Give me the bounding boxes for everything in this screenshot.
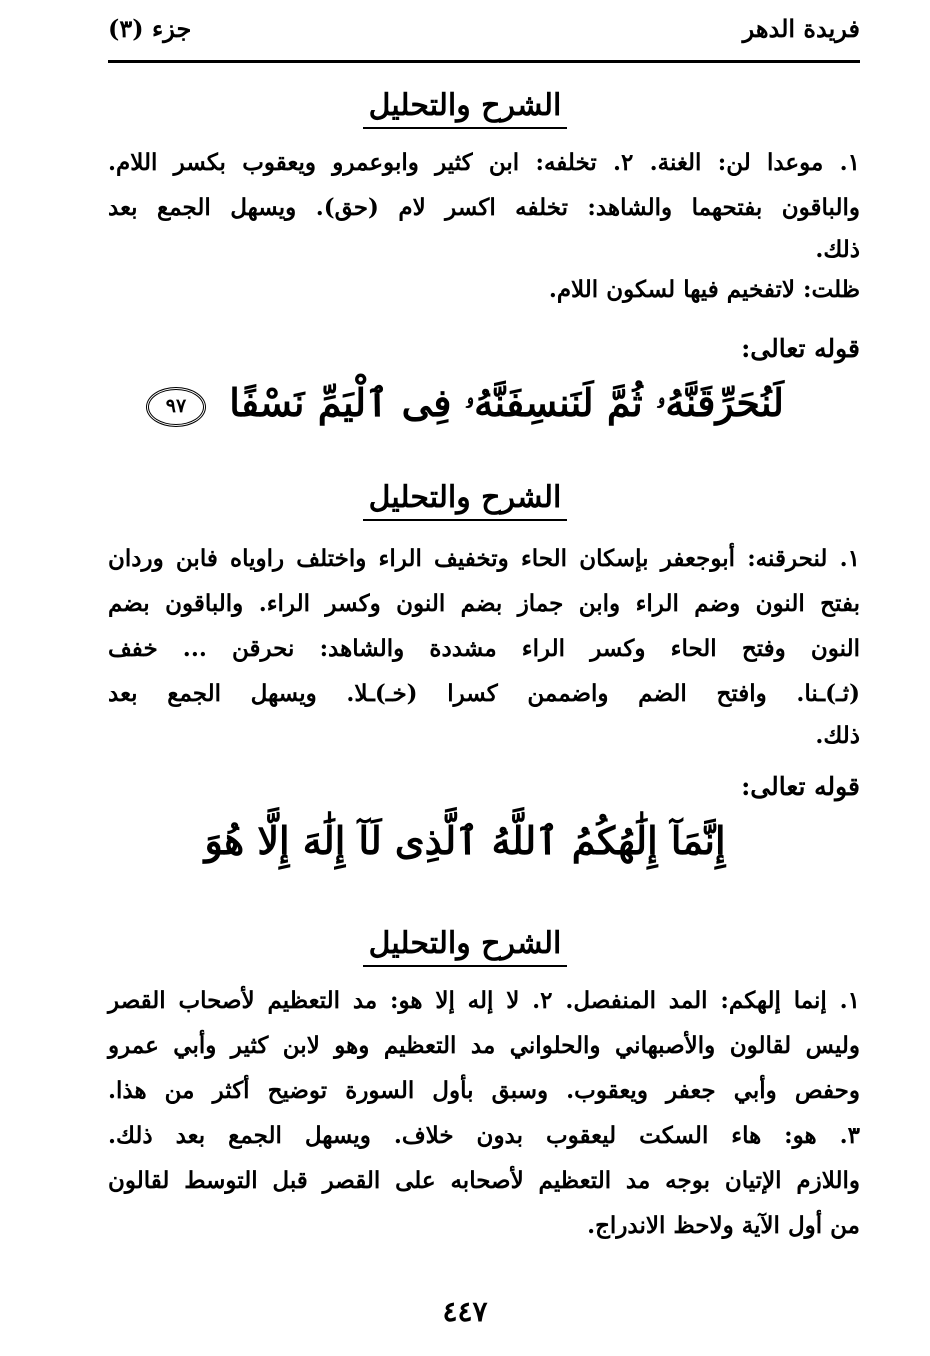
verse-text: إِنَّمَآ إِلَٰهُكُمُ ٱللَّهُ ٱلَّذِى لَآ إِلَٰهَ إِلَّا هُوَ	[204, 818, 726, 863]
text-line: وحفص وأبي جعفر ويعقوب. وسبق بأول السورة توضيح أكثر من هذا.	[108, 1077, 860, 1104]
verse-text: لَنُحَرِّقَنَّهُۥ ثُمَّ لَنَنسِفَنَّهُۥ فِى ٱلْيَمِّ نَسْفًا	[229, 380, 784, 425]
text-line: (ثـ)ـنا. وافتح الضم واضممن كسرا (خـ)ـلا. ويسهل الجمع بعد	[108, 680, 860, 707]
text-line: ظلت: لاتفخيم فيها لسكون اللام.	[548, 276, 860, 303]
text-line: ذلك.	[815, 236, 860, 263]
text-line: النون وفتح الحاء وكسر الراء مشددة والشاهد: نحرقن ... خفف	[108, 635, 860, 662]
book-title: فريدة الدهر	[742, 14, 860, 43]
text-line: ذلك.	[815, 722, 860, 749]
quran-verse	[0, 380, 930, 427]
running-header	[108, 14, 860, 50]
text-line: بفتح النون وضم الراء وابن جماز بضم النون وكسر الراء. والباقون بضم	[108, 590, 860, 617]
text-line: ١. إنما إلهكم: المد المنفصل. ٢. لا إله إلا هو: مد التعظيم لأصحاب القصر	[108, 987, 860, 1014]
volume-label: جزء (٣)	[108, 14, 192, 43]
quote-label: قوله تعالى:	[741, 772, 860, 801]
text-line: ١. موعدا لن: الغنة. ٢. تخلفه: ابن كثير وابوعمرو ويعقوب بكسر اللام.	[108, 149, 860, 176]
section-3-text	[108, 978, 860, 1248]
text-line: ١. لنحرقنه: أبوجعفر بإسكان الحاء وتخفيف الراء واختلف راوياه فابن وردان	[108, 545, 860, 572]
text-line: من أول الآية ولاحظ الاندراج.	[587, 1212, 860, 1239]
section-heading: الشرح والتحليل	[0, 480, 930, 521]
verse-number: ٩٧	[146, 387, 206, 427]
header-rule	[108, 60, 860, 63]
section-heading: الشرح والتحليل	[0, 926, 930, 967]
section-2-text	[108, 536, 860, 756]
section-heading: الشرح والتحليل	[0, 88, 930, 129]
page-number: ٤٤٧	[442, 1295, 488, 1328]
text-line: واللازم الإتيان بوجه مد التعظيم لأصحابه على القصر قبل التوسط لقالون	[108, 1167, 860, 1194]
text-line: ٣. هو: هاء السكت ليعقوب بدون خلاف. ويسهل الجمع بعد ذلك.	[108, 1122, 860, 1149]
quote-label: قوله تعالى:	[741, 334, 860, 363]
text-line: وليس لقالون والأصبهاني والحلواني مد التعظيم وهو لابن كثير وأبي عمرو	[108, 1032, 860, 1059]
text-line: والباقون بفتحهما والشاهد: تخلفه اكسر لام (حق). ويسهل الجمع بعد	[108, 194, 860, 221]
section-1-text	[108, 140, 860, 310]
quran-verse	[0, 818, 930, 863]
